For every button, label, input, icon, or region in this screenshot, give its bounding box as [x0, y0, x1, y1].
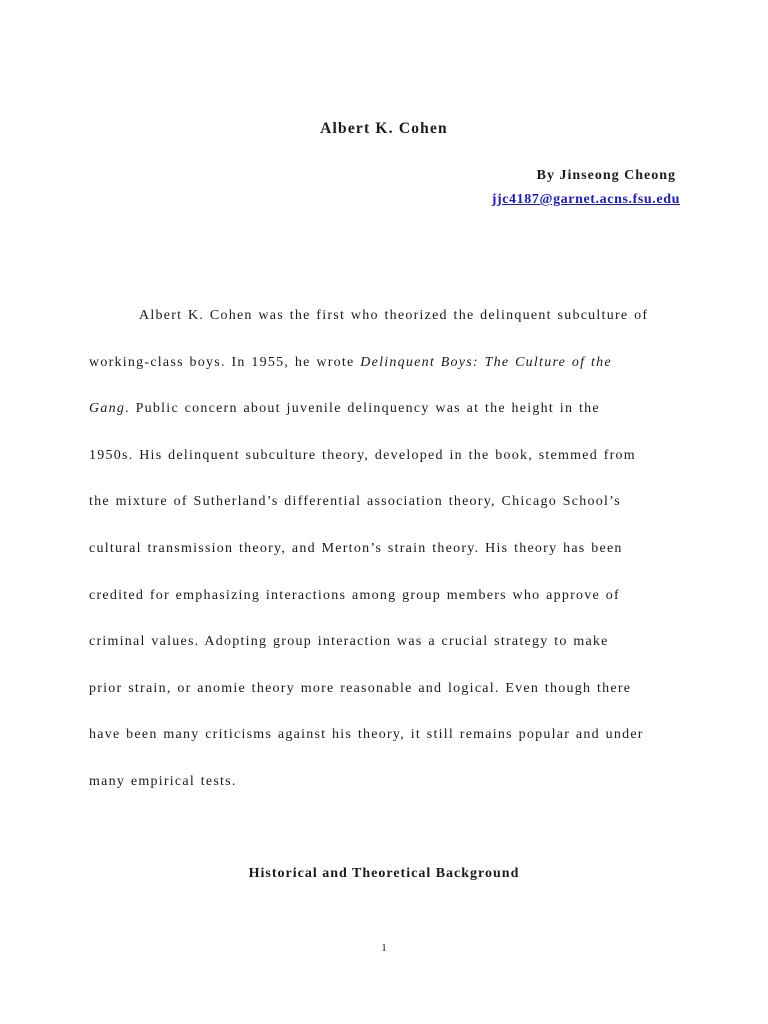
paragraph-line: prior strain, or anomie theory more reasonable and logical. Even though there — [89, 680, 632, 696]
book-title-text: Gang — [89, 401, 126, 417]
paragraph-line: Albert K. Cohen was the first who theorized the delinquent subculture of — [139, 308, 649, 323]
author-byline: By Jinseong Cheong — [536, 168, 676, 183]
paragraph-line: criminal values. Adopting group interaction was a crucial strategy to make — [89, 634, 609, 650]
page-number: 1 — [381, 942, 387, 954]
paragraph-line: many empirical tests. — [89, 773, 237, 789]
paragraph-line: the mixture of Sutherland’s differential association theory, Chicago School’s — [89, 494, 621, 510]
paragraph-text: . Public concern about juvenile delinquency was at the height in the — [125, 401, 600, 417]
intro-paragraph — [89, 300, 689, 813]
author-email-link[interactable]: jjc4187@garnet.acns.fsu.edu — [491, 192, 680, 207]
document-title: Albert K. Cohen — [320, 120, 448, 137]
book-title-text: Delinquent Boys: The Culture of the — [360, 354, 612, 370]
paragraph-line: cultural transmission theory, and Merton’s strain theory. His theory has been — [89, 540, 623, 556]
paragraph-line: 1950s. His delinquent subculture theory, developed in the book, stemmed from — [89, 447, 636, 463]
paragraph-text: working-class boys. In 1955, he wrote — [89, 354, 361, 370]
paragraph-line: credited for emphasizing interactions among group members who approve of — [89, 587, 620, 603]
paragraph-line — [89, 393, 689, 440]
paragraph-line — [89, 347, 689, 394]
paragraph-line: have been many criticisms against his theory, it still remains popular and under — [89, 727, 644, 743]
section-heading: Historical and Theoretical Background — [248, 866, 520, 881]
